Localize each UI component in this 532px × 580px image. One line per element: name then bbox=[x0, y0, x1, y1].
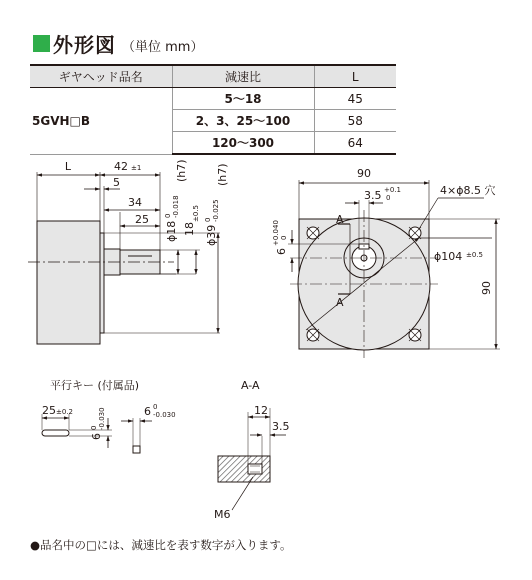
key-dim-25: 25 bbox=[42, 404, 56, 417]
section-m6: M6 bbox=[214, 508, 231, 521]
section-dim-12: 12 bbox=[254, 404, 268, 417]
key-dim-6-height: 6 bbox=[90, 433, 103, 440]
dim-phi39-fit: (h7) bbox=[216, 163, 229, 186]
side-view bbox=[28, 172, 220, 344]
section-labels bbox=[214, 379, 290, 521]
key-end-shape bbox=[133, 446, 140, 453]
l-cell: 45 bbox=[314, 88, 396, 110]
key-dim-25-tol: ±0.2 bbox=[56, 408, 73, 416]
section-dim-3.5: 3.5 bbox=[272, 420, 290, 433]
holes-label: 4×ϕ8.5 穴 bbox=[440, 184, 496, 197]
key-dim-6-width-tol-dn: -0.030 bbox=[153, 411, 176, 419]
key-dim-6-height-tol-up: 0 bbox=[90, 425, 98, 430]
gearhead-body-side bbox=[37, 221, 100, 344]
section-title: 外形図 bbox=[53, 32, 116, 57]
dim-phi39-tol-up: 0 bbox=[204, 217, 212, 222]
section-title: A-A bbox=[241, 379, 260, 392]
dim-l: L bbox=[64, 160, 72, 173]
section-mark-top: A bbox=[336, 213, 344, 226]
dim-key-tol-dn: 0 bbox=[280, 235, 288, 240]
dim-18-tol: ±0.5 bbox=[192, 205, 200, 222]
l-cell: 58 bbox=[314, 110, 396, 132]
dim-height-90: 90 bbox=[480, 281, 493, 295]
key-dim-6-width: 6 bbox=[144, 405, 151, 418]
dim-34: 34 bbox=[128, 196, 142, 209]
dim-phi18-tol-dn: -0.018 bbox=[172, 195, 180, 218]
dim-phi18: ϕ18 bbox=[165, 220, 178, 242]
dim-keyway-3.5: 3.5 bbox=[364, 189, 382, 202]
dim-phi18-tol-up: 0 bbox=[164, 213, 172, 218]
dim-18: 18 bbox=[183, 222, 196, 236]
l-cell: 64 bbox=[314, 132, 396, 155]
dim-keyway-tol-dn: 0 bbox=[386, 194, 391, 202]
dim-42: 42 bbox=[114, 160, 128, 173]
dim-phi18-fit: (h7) bbox=[175, 159, 188, 182]
key-dim-6-height-tol-dn: -0.030 bbox=[98, 407, 106, 430]
tapped-hole bbox=[248, 464, 262, 474]
key-side-shape bbox=[42, 430, 69, 436]
dim-key-6: 6 bbox=[275, 248, 288, 255]
front-view bbox=[288, 180, 500, 358]
col-header-l: L bbox=[314, 65, 396, 88]
dim-phi39-tol-dn: -0.025 bbox=[212, 199, 220, 222]
model-name-cell: 5GVH□B bbox=[30, 88, 172, 155]
dim-25: 25 bbox=[135, 213, 149, 226]
section-mark-bottom: A bbox=[336, 296, 344, 309]
dim-pcd-tol: ±0.5 bbox=[466, 251, 483, 259]
footnote: ●品名中の□には、減速比を表す数字が入ります。 bbox=[30, 538, 292, 552]
dim-width-90: 90 bbox=[357, 167, 371, 180]
key-title: 平行キー (付属品) bbox=[50, 379, 140, 392]
col-header-ratio: 減速比 bbox=[172, 65, 314, 88]
col-header-model: ギヤヘッド品名 bbox=[30, 65, 172, 88]
dim-key-tol-up: +0.040 bbox=[272, 220, 280, 246]
dim-5: 5 bbox=[113, 176, 120, 189]
key-dim-6-width-tol-up: 0 bbox=[153, 403, 158, 411]
mounting-flange-side bbox=[100, 233, 104, 333]
dim-42-tol: ±1 bbox=[131, 164, 142, 172]
dim-phi39: ϕ39 bbox=[205, 224, 218, 246]
unit-note: （単位 mm） bbox=[122, 39, 204, 55]
dim-keyway-tol-up: +0.1 bbox=[384, 186, 401, 194]
ratio-cell: 120～300 bbox=[172, 132, 314, 155]
ratio-cell: 2、3、25～100 bbox=[172, 110, 314, 132]
ratio-cell: 5～18 bbox=[172, 88, 314, 110]
dim-pcd-104: ϕ104 bbox=[434, 250, 463, 263]
